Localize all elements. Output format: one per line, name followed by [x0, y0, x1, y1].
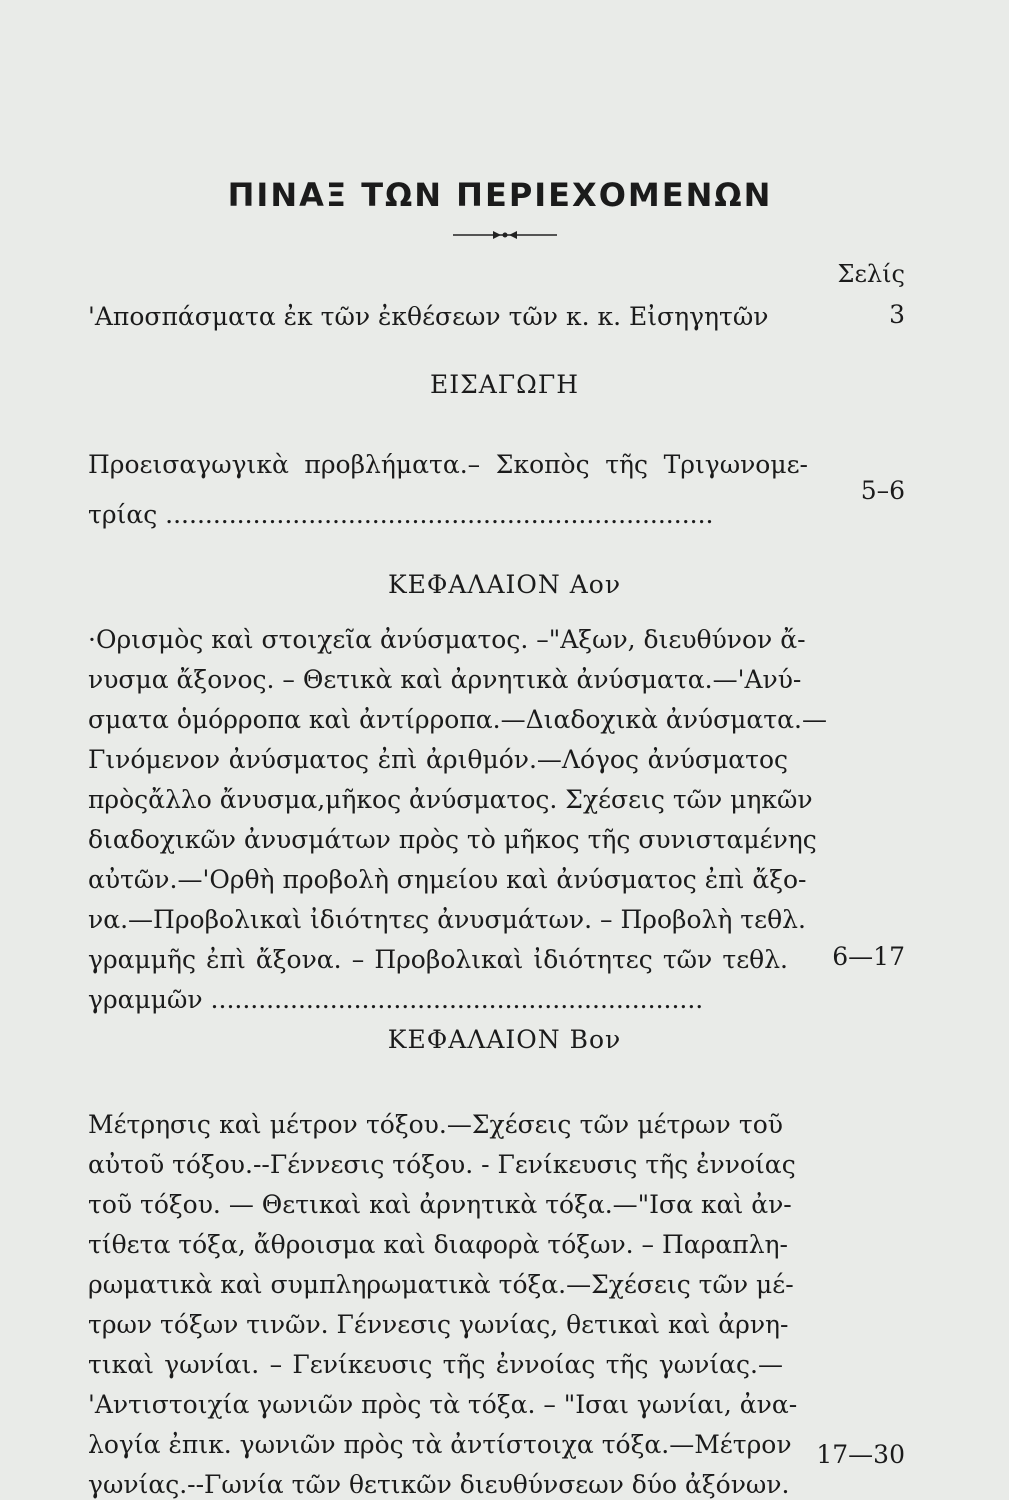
- chapter1-line: να.—Προβολικαὶ ἰδιότητες ἀνυσμάτων. – Προβολὴ τεθλ.: [88, 905, 806, 934]
- chapter2-pages: 17—30: [816, 1440, 905, 1469]
- page-column-label: Σελίς: [837, 260, 905, 288]
- chapter2-line: τίθετα τόξα, ἄθροισμα καὶ διαφορὰ τόξων. – Παραπλη-: [88, 1230, 788, 1259]
- chapter1-line: πρὸςἄλλο ἄνυσμα,μῆκος ἀνύσματος. Σχέσεις τῶν μηκῶν: [88, 785, 813, 814]
- chapter2-line: γωνίας.--Γωνία τῶν θετικῶν διευθύνσεων δύο ἀξόνων.: [88, 1470, 790, 1499]
- chapter1-heading: ΚΕΦΑΛΑΙΟΝ Αον: [387, 570, 622, 599]
- excerpts-page: 3: [889, 300, 905, 329]
- chapter2-line: 'Αντιστοιχία γωνιῶν πρὸς τὰ τόξα. – "Ισαι γωνίαι, ἀνα-: [88, 1390, 798, 1419]
- chapter1-line: διαδοχικῶν ἀνυσμάτων πρὸς τὸ μῆκος τῆς συνισταμένης: [88, 825, 817, 854]
- intro-line: Προεισαγωγικὰ προβλήματα.– Σκοπὸς τῆς Τριγωνομε-: [88, 450, 808, 479]
- chapter1-line: ·Ορισμὸς καὶ στοιχεῖα ἀνύσματος. –"Αξων, διευθύνον ἄ-: [88, 625, 806, 654]
- chapter2-line: αὐτοῦ τόξου.--Γέννεσις τόξου. - Γενίκευσις τῆς ἐννοίας: [88, 1150, 796, 1179]
- chapter1-line: αὐτῶν.—'Ορθὴ προβολὴ σημείου καὶ ἀνύσματος ἐπὶ ἄξο-: [88, 865, 807, 894]
- page-title: ΠΙΝΑΞ ΤΩΝ ΠΕΡΙΕΧΟΜΕΝΩΝ: [227, 176, 773, 214]
- excerpts-entry: 'Αποσπάσματα ἐκ τῶν ἐκθέσεων τῶν κ. κ. Εἰσηγητῶν: [88, 302, 769, 331]
- chapter2-line: λογία ἐπικ. γωνιῶν πρὸς τὰ ἀντίστοιχα τόξα.—Μέτρον: [88, 1430, 792, 1459]
- chapter2-heading: ΚΕΦΑΛΑΙΟΝ Βον: [387, 1025, 622, 1054]
- title-ornament: [445, 228, 565, 242]
- chapter1-line: Γινόμενον ἀνύσματος ἐπὶ ἀριθμόν.—Λόγος ἀνύσματος: [88, 745, 788, 774]
- chapter1-line: γραμμῶν ..............................................................: [88, 985, 704, 1014]
- intro-heading: ΕΙΣΑΓΩΓΗ: [429, 370, 580, 399]
- chapter1-pages: 6—17: [832, 942, 905, 971]
- chapter1-line: σματα ὁμόρροπα καὶ ἀντίρροπα.—Διαδοχικὰ ἀνύσματα.—: [88, 705, 827, 734]
- chapter2-line: τικαὶ γωνίαι. – Γενίκευσις τῆς ἐννοίας τῆς γωνίας.—: [88, 1350, 783, 1379]
- chapter1-line: γραμμῆς ἐπὶ ἄξονα. – Προβολικαὶ ἰδιότητες τῶν τεθλ.: [88, 945, 788, 974]
- chapter2-line: ρωματικὰ καὶ συμπληρωματικὰ τόξα.—Σχέσεις τῶν μέ-: [88, 1270, 794, 1299]
- chapter1-line: νυσμα ἄξονος. – Θετικὰ καὶ ἀρνητικὰ ἀνύσματα.—'Ανύ-: [88, 665, 802, 694]
- chapter2-line: τρων τόξων τινῶν. Γέννεσις γωνίας, θετικαὶ καὶ ἀρνη-: [88, 1310, 789, 1339]
- chapter2-line: τοῦ τόξου. — Θετικαὶ καὶ ἀρνητικὰ τόξα.—"Ισα καὶ ἀν-: [88, 1190, 792, 1219]
- chapter2-line: Μέτρησις καὶ μέτρον τόξου.—Σχέσεις τῶν μέτρων τοῦ: [88, 1110, 783, 1139]
- intro-line: τρίας .....................................................................: [88, 500, 714, 529]
- intro-pages: 5–6: [860, 476, 905, 505]
